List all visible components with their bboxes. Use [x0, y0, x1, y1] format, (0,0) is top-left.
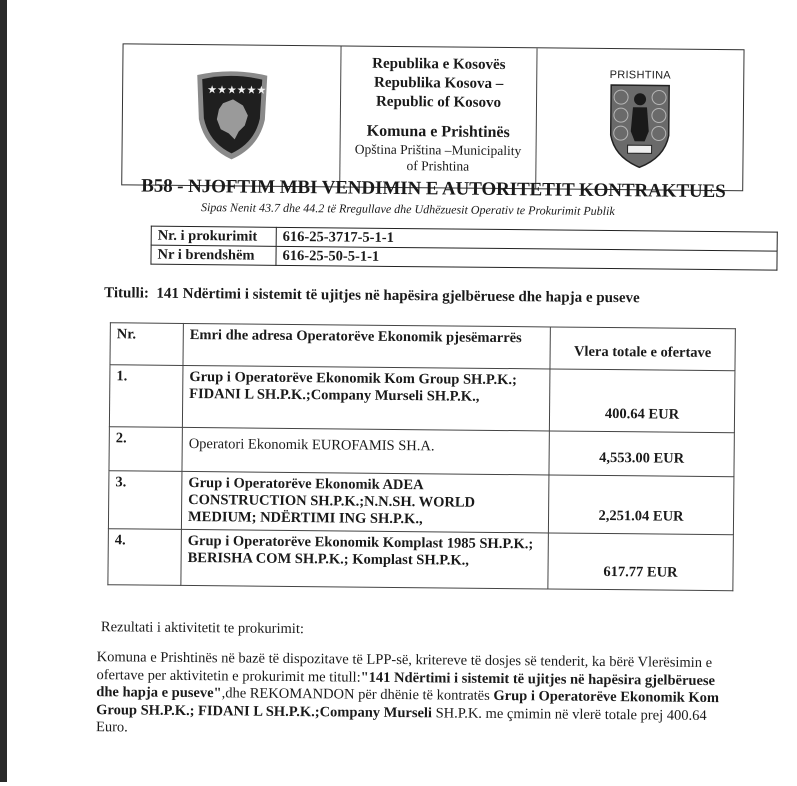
- result-title-bold: "141 Ndërtimi i sistemit të ujitjes në hapësira gjelbëruese dhe hapja e puseve": [96, 669, 716, 702]
- procurement-ids-table: [150, 226, 777, 271]
- id-value: 616-25-50-5-1-1: [276, 246, 777, 270]
- table-row: [108, 471, 734, 535]
- result-text-1: Komuna e Prishtinës në bazë të dispozitave të LPP-së, kritereve të dosjes së tenderit, ka bërë Vlerësimin e ofertave per aktivitetin e prokurimit me titull:: [96, 649, 713, 686]
- row-nr: 3.: [108, 471, 182, 530]
- title-label: Titulli:: [104, 285, 149, 302]
- col-header-nr: Nr.: [110, 323, 183, 366]
- result-text-3: SH.P.K. me çmimin në vlerë totale prej 400.64 Euro.: [95, 704, 707, 736]
- row-nr: 4.: [108, 529, 182, 586]
- row-nr: 2.: [109, 427, 182, 472]
- letterhead-left: [122, 44, 341, 186]
- prishtina-label: PRISHTINA: [609, 69, 672, 82]
- document-subtitle: Sipas Nenit 43.7 dhe 44.2 të Rregullave dhe Udhëzuesit Operativ te Prokurimit Publik: [200, 200, 615, 219]
- result-paragraph: [96, 649, 737, 743]
- id-label: Nr i brendshëm: [151, 245, 276, 265]
- id-value: 616-25-3717-5-1-1: [276, 227, 777, 251]
- municipality-name: Komuna e Prishtinës: [366, 122, 510, 142]
- col-header-value: Vlera totale e ofertave: [550, 327, 735, 371]
- document-title: B58 - NJOFTIM MBI VENDIMIN E AUTORITETIT KONTRAKTUES: [141, 175, 726, 203]
- procurement-title: [104, 285, 640, 307]
- row-value: 2,251.04 EUR: [548, 475, 734, 535]
- row-name: Operatori Ekonomik EUROFAMIS SH.A.: [182, 427, 549, 475]
- municipality-sub-1: Opština Priština –Municipality: [354, 141, 522, 159]
- header-line-2: Republika Kosova –: [374, 74, 504, 92]
- letterhead-center: [340, 46, 537, 188]
- municipality-sub-2: of Prishtina: [406, 158, 470, 174]
- table-row: [108, 529, 734, 591]
- result-text-2: ,dhe REKOMANDON për dhënie të kontratës: [221, 685, 494, 704]
- row-value: 617.77 EUR: [548, 533, 734, 591]
- row-nr: 1.: [109, 365, 183, 428]
- svg-text:★★★★★★: ★★★★★★: [206, 83, 266, 97]
- letterhead-right: [536, 48, 743, 190]
- offers-table: [107, 322, 735, 591]
- row-value: 400.64 EUR: [549, 369, 735, 433]
- result-winner-bold: Grup i Operatorëve Ekonomik Kom Group SH.P.K.; FIDANI L SH.P.K.;Company Murseli: [96, 687, 720, 721]
- row-name: Grup i Operatorëve Ekonomik Komplast 1985 SH.P.K.; BERISHA COM SH.P.K.; Komplast SH.P.K.,: [181, 529, 549, 589]
- letterhead: [121, 43, 744, 191]
- id-label: Nr. i prokurimit: [151, 226, 276, 246]
- row-value: 4,553.00 EUR: [549, 431, 734, 477]
- prishtina-coat-of-arms-icon: [608, 83, 671, 170]
- header-line-1: Republika e Kosovës: [372, 55, 506, 74]
- table-row: [109, 365, 735, 433]
- header-line-3: Republic of Kosovo: [375, 93, 502, 111]
- kosovo-coat-of-arms-icon: [192, 69, 271, 162]
- row-name: Grup i Operatorëve Ekonomik Kom Group SH.P.K.; FIDANI L SH.P.K.;Company Murseli SH.P.K.,: [182, 365, 550, 431]
- table-row: [109, 427, 734, 477]
- title-value: 141 Ndërtimi i sistemit të ujitjes në hapësira gjelbëruese dhe hapja e puseve: [156, 285, 640, 307]
- offers-header-row: [110, 323, 735, 371]
- row-name: Grup i Operatorëve Ekonomik ADEA CONSTRUCTION SH.P.K.;N.N.SH. WORLD MEDIUM; NDËRTIMI ING SH.P.K.,: [181, 471, 549, 533]
- result-label: Rezultati i aktivitetit te prokurimit:: [100, 619, 305, 638]
- col-header-name: Emri dhe adresa Operatorëve Ekonomik pjesëmarrës: [183, 323, 550, 369]
